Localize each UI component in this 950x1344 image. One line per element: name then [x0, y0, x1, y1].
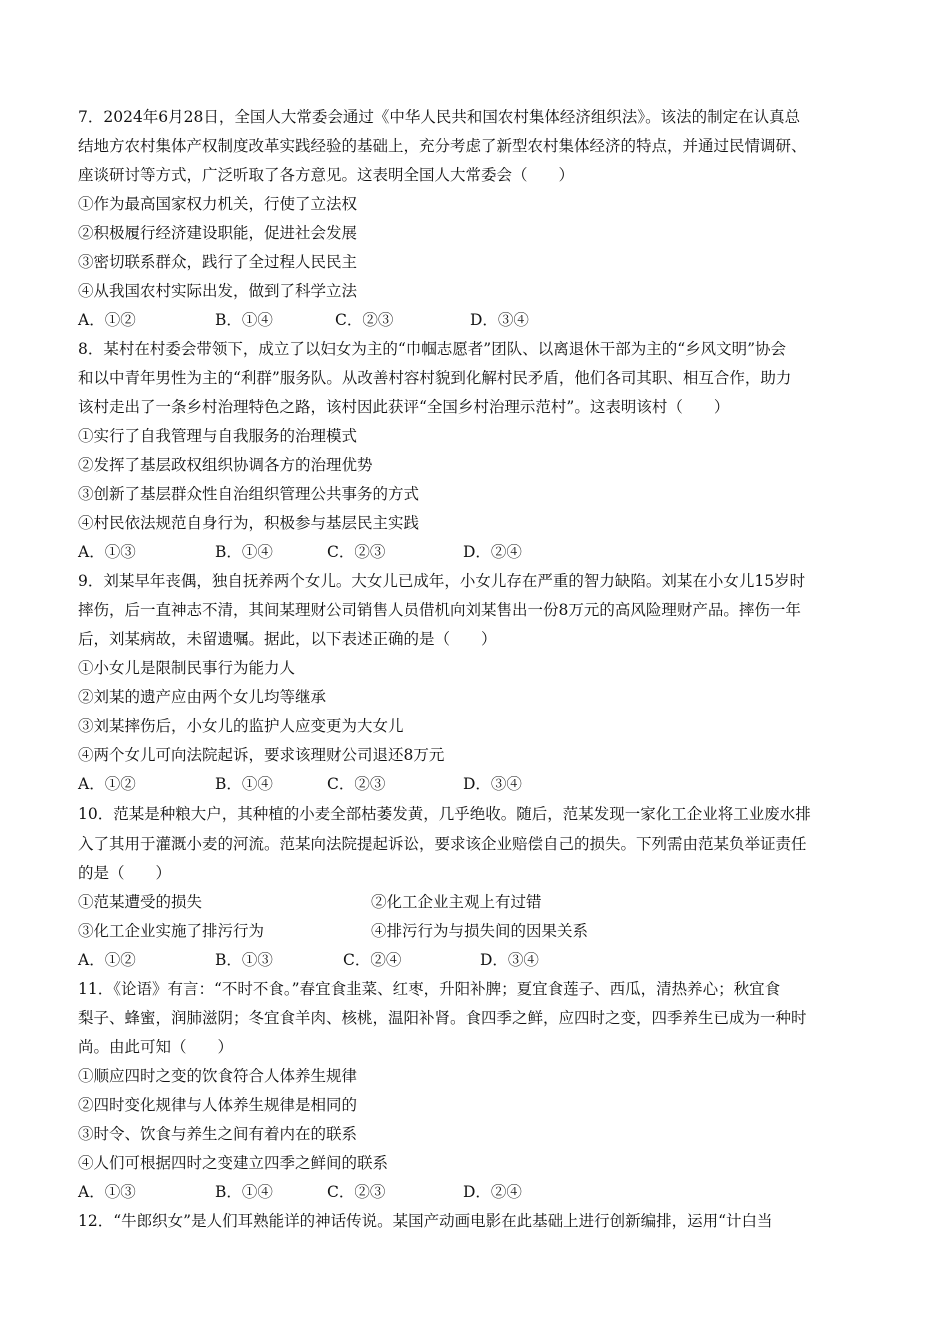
q7-item-1: ①作为最高国家权力机关，行使了立法权 [78, 195, 358, 213]
q7-item-2: ②积极履行经济建设职能，促进社会发展 [78, 224, 358, 242]
q11-stem-line-3: 尚。由此可知（ ） [78, 1038, 234, 1056]
q9-stem-line-3: 后，刘某病故，未留遗嘱。据此，以下表述正确的是（ ） [78, 630, 497, 648]
q9-item-1: ①小女儿是限制民事行为能力人 [78, 659, 296, 677]
q11-choice-c: C．②③ [327, 1183, 386, 1201]
q11-choice-b: B．①④ [215, 1183, 273, 1201]
q9-stem-line-2: 摔伤，后一直神志不清，其间某理财公司销售人员借机向刘某售出一份8万元的高风险理财产品。摔伤一年 [78, 601, 801, 619]
q10-choice-c: C．②④ [343, 951, 402, 969]
q7-stem-line-3: 座谈研讨等方式，广泛听取了各方意见。这表明全国人大常委会（ ） [78, 166, 575, 184]
q10-item-3: ③化工企业实施了排污行为 [78, 922, 265, 940]
q11-item-2: ②四时变化规律与人体养生规律是相同的 [78, 1096, 358, 1114]
q12-stem-line-1: 12．“牛郎织女”是人们耳熟能详的神话传说。某国产动画电影在此基础上进行创新编排，运用“计白当 [78, 1212, 773, 1230]
q8-item-2: ②发挥了基层政权组织协调各方的治理优势 [78, 456, 373, 474]
q11-choice-d: D．②④ [463, 1183, 522, 1201]
q11-stem-line-1: 11．《论语》有言：“不时不食。”春宜食韭菜、红枣，升阳补脾；夏宜食莲子、西瓜，清热养心；秋宜食 [78, 980, 781, 998]
q8-choice-b: B．①④ [215, 543, 273, 561]
q8-item-1: ①实行了自我管理与自我服务的治理模式 [78, 427, 358, 445]
q9-choice-c: C．②③ [327, 775, 386, 793]
q10-choice-a: A．①② [78, 951, 136, 969]
q7-choice-c: C．②③ [335, 311, 394, 329]
q7-item-4: ④从我国农村实际出发，做到了科学立法 [78, 282, 358, 300]
q11-stem-line-2: 梨子、蜂蜜，润肺滋阴；冬宜食羊肉、核桃，温阳补肾。食四季之鲜，应四时之变，四季养生已成为一种时 [78, 1009, 807, 1027]
q9-choice-a: A．①② [78, 775, 136, 793]
q9-item-2: ②刘某的遗产应由两个女儿均等继承 [78, 688, 327, 706]
q11-choice-a: A．①③ [78, 1183, 136, 1201]
q8-stem-line-3: 该村走出了一条乡村治理特色之路，该村因此获评“全国乡村治理示范村”。这表明该村（ ） [78, 398, 730, 416]
q8-item-4: ④村民依法规范自身行为，积极参与基层民主实践 [78, 514, 420, 532]
q7-choice-d: D．③④ [470, 311, 529, 329]
q8-stem-line-1: 8．某村在村委会带领下，成立了以妇女为主的“巾帼志愿者”团队、以离退休干部为主的“乡风文明”协会 [78, 340, 787, 358]
q8-choice-d: D．②④ [463, 543, 522, 561]
q10-item-4: ④排污行为与损失间的因果关系 [371, 922, 589, 940]
q10-stem-line-3: 的是（ ） [78, 864, 172, 882]
q7-item-3: ③密切联系群众，践行了全过程人民民主 [78, 253, 358, 271]
q10-choice-b: B．①③ [215, 951, 273, 969]
q9-item-3: ③刘某摔伤后，小女儿的监护人应变更为大女儿 [78, 717, 404, 735]
q7-choice-a: A．①② [78, 311, 136, 329]
q10-stem-line-2: 入了其用于灌溉小麦的河流。范某向法院提起诉讼，要求该企业赔偿自己的损失。下列需由范某负举证责任 [78, 835, 807, 853]
q7-choice-b: B．①④ [215, 311, 273, 329]
q10-choice-d: D．③④ [480, 951, 539, 969]
q10-item-1: ①范某遭受的损失 [78, 893, 203, 911]
q9-stem-line-1: 9．刘某早年丧偶，独自抚养两个女儿。大女儿已成年，小女儿存在严重的智力缺陷。刘某在小女儿15岁时 [78, 572, 806, 590]
q9-choice-b: B．①④ [215, 775, 273, 793]
q7-stem-line-2: 结地方农村集体产权制度改革实践经验的基础上，充分考虑了新型农村集体经济的特点，并通过民情调研、 [78, 137, 807, 155]
q11-item-3: ③时令、饮食与养生之间有着内在的联系 [78, 1125, 358, 1143]
q11-item-4: ④人们可根据四时之变建立四季之鲜间的联系 [78, 1154, 389, 1172]
q8-choice-a: A．①③ [78, 543, 136, 561]
q9-item-4: ④两个女儿可向法院起诉，要求该理财公司退还8万元 [78, 746, 445, 764]
q9-choice-d: D．③④ [463, 775, 522, 793]
q11-item-1: ①顺应四时之变的饮食符合人体养生规律 [78, 1067, 358, 1085]
q8-choice-c: C．②③ [327, 543, 386, 561]
q10-item-2: ②化工企业主观上有过错 [371, 893, 542, 911]
q10-stem-line-1: 10．范某是种粮大户，其种植的小麦全部枯萎发黄，几乎绝收。随后，范某发现一家化工企业将工业废水排 [78, 805, 811, 823]
q8-stem-line-2: 和以中青年男性为主的“利群”服务队。从改善村容村貌到化解村民矛盾，他们各司其职、相互合作，助力 [78, 369, 792, 387]
q8-item-3: ③创新了基层群众性自治组织管理公共事务的方式 [78, 485, 420, 503]
q7-stem-line-1: 7．2024年6月28日，全国人大常委会通过《中华人民共和国农村集体经济组织法》。该法的制定在认真总 [78, 108, 801, 126]
